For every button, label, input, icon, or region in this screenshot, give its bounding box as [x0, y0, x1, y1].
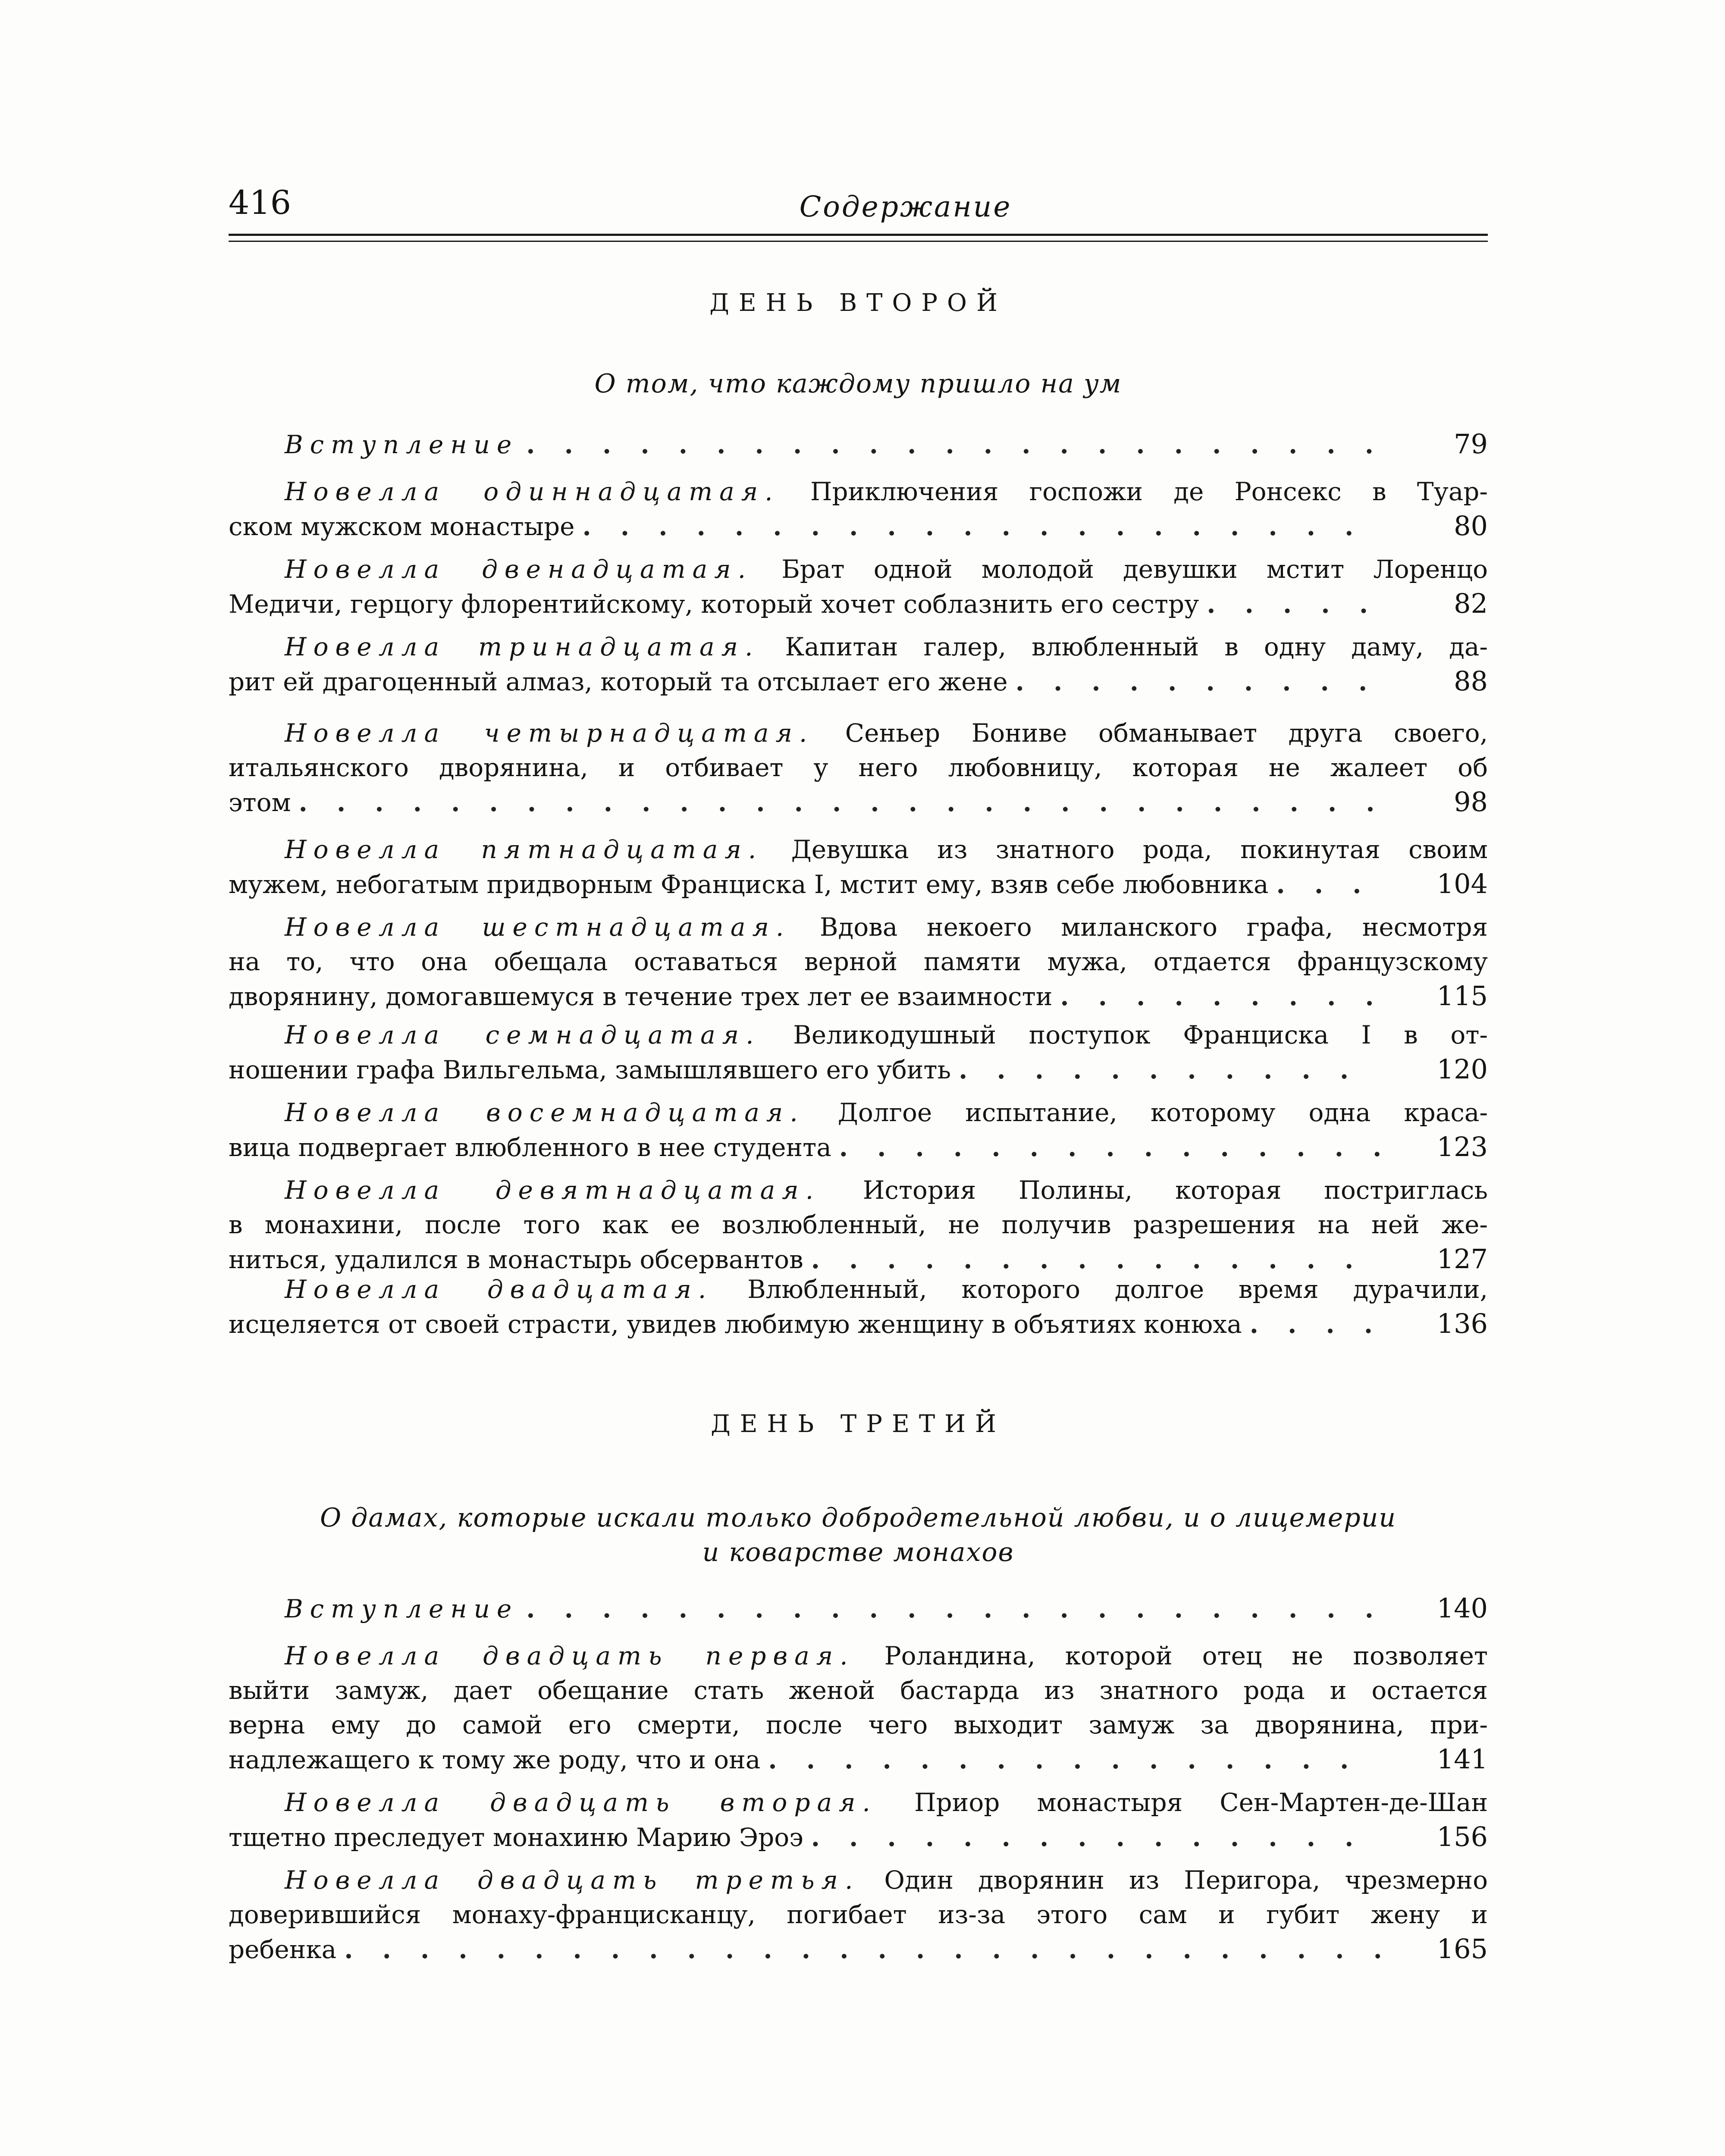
section-subtitle-day-2 — [229, 367, 1488, 401]
toc-entry-text — [285, 474, 1488, 509]
toc-entry-text — [285, 1785, 1488, 1820]
toc-entry-label: Новелла тринадцатая. — [285, 632, 760, 661]
toc-entry[interactable] — [229, 1639, 1488, 1777]
toc-entry-description: Влюбленный, которого долгое время дурачили, — [747, 1275, 1488, 1304]
toc-entry-line — [229, 586, 1488, 621]
toc-entry-line — [229, 910, 1488, 944]
toc-entry-text — [285, 1095, 1488, 1130]
toc-entry-line — [229, 1207, 1488, 1242]
toc-entry[interactable] — [229, 1018, 1488, 1087]
toc-entry-text — [229, 979, 1052, 1014]
toc-page-number: 120 — [1436, 1053, 1488, 1085]
dot-leader — [811, 1242, 1380, 1277]
toc-entry-description: Один дворянин из Перигора, чрезмерно — [884, 1865, 1488, 1895]
toc-entry-label: Новелла двенадцатая. — [285, 555, 753, 584]
toc-entry-description: вица подвергает влюбленного в нее студента — [229, 1133, 831, 1162]
toc-page-number: 82 — [1454, 588, 1488, 619]
toc-entry-text — [229, 1673, 1488, 1708]
dot-leader — [1060, 979, 1380, 1014]
toc-entry[interactable] — [229, 552, 1488, 621]
toc-entry-label: Новелла девятнадцатая. — [285, 1175, 821, 1205]
toc-entry-text — [285, 1639, 1488, 1673]
toc-entry-text — [285, 552, 1488, 586]
toc-entry-description: мужем, небогатым придворным Франциска I, мстит ему, взяв себе любовника — [229, 870, 1269, 899]
subtitle-line: и коварстве монахов — [702, 1537, 1014, 1567]
toc-entry-text — [229, 1053, 951, 1087]
toc-entry-text — [229, 1242, 803, 1277]
toc-entry-description: Девушка из знатного рода, покинутая своим — [791, 835, 1488, 864]
toc-entry-label: Новелла пятнадцатая. — [285, 835, 763, 864]
toc-entry-line — [229, 716, 1488, 750]
toc-entry-text — [229, 509, 574, 544]
toc-entry-description: доверившийся монаху-францисканцу, погибает из-за этого сам и губит жену и — [229, 1900, 1488, 1929]
toc-entry-label: Новелла одиннадцатая. — [285, 477, 780, 506]
toc-entry-description: тщетно преследует монахиню Марию Эроэ — [229, 1823, 803, 1852]
toc-entry-line — [229, 944, 1488, 979]
toc-entry-line — [229, 1639, 1488, 1673]
header-rule-thin — [229, 241, 1488, 242]
toc-page-number: 141 — [1436, 1743, 1488, 1775]
toc-page-number: 88 — [1454, 665, 1488, 697]
toc-entry-text — [229, 1742, 760, 1777]
toc-entry-text — [229, 1207, 1488, 1242]
dot-leader — [768, 1742, 1380, 1777]
toc-page-number: 136 — [1436, 1308, 1488, 1339]
toc-entry-description: этом — [229, 788, 291, 817]
dot-leader — [344, 1932, 1380, 1967]
dot-leader — [526, 427, 1380, 462]
toc-page-number: 79 — [1454, 428, 1488, 460]
toc-page-number: 165 — [1436, 1933, 1488, 1965]
section-title-day-3: ДЕНЬ ТРЕТИЙ — [711, 1410, 1006, 1438]
toc-entry-text — [285, 1173, 1488, 1207]
toc-entry-label: Новелла шестнадцатая. — [285, 912, 791, 942]
toc-page-number: 98 — [1454, 786, 1488, 818]
dot-leader — [1250, 1307, 1380, 1341]
toc-entry-description: Сеньер Бониве обманывает друга своего, — [845, 718, 1488, 748]
toc-entry-description: Вдова некоего миланского графа, несмотря — [819, 912, 1488, 942]
page-number: 416 — [229, 183, 292, 222]
toc-page-number: 104 — [1436, 868, 1488, 899]
toc-entry[interactable] — [229, 716, 1488, 819]
toc-entry-description: исцеляется от своей страсти, увидев любимую женщину в объятиях конюха — [229, 1310, 1242, 1339]
toc-entry-line — [229, 1173, 1488, 1207]
toc-entry-label: Новелла двадцать вторая. — [285, 1788, 877, 1817]
dot-leader — [1207, 587, 1380, 621]
toc-entry-text — [285, 1863, 1488, 1897]
toc-entry-line — [229, 1932, 1488, 1966]
toc-entry-label: Новелла семнадцатая. — [285, 1020, 761, 1050]
toc-entry-text — [285, 1018, 1488, 1052]
toc-page-number: 140 — [1436, 1592, 1488, 1624]
toc-entry-description: ском мужском монастыре — [229, 512, 575, 541]
toc-entry-line — [229, 509, 1488, 543]
toc-entry-label: Вступление — [285, 430, 519, 459]
toc-entry[interactable] — [229, 1591, 1488, 1626]
toc-entry-description: История Полины, которая постриглась — [862, 1175, 1488, 1205]
toc-entry-description: Великодушный поступок Франциска I в от- — [793, 1020, 1488, 1050]
dot-leader — [299, 785, 1380, 820]
section-subtitle-day-3 — [229, 1501, 1488, 1570]
toc-entry[interactable] — [229, 1272, 1488, 1341]
toc-entry-text — [229, 1708, 1488, 1742]
toc-page-number: 127 — [1436, 1243, 1488, 1275]
toc-entry-line — [229, 552, 1488, 586]
toc-entry-line — [229, 1897, 1488, 1932]
toc-entry-label: Новелла двадцать первая. — [285, 1641, 855, 1670]
toc-entry-description: дворянину, домогавшемуся в течение трех лет ее взаимности — [229, 982, 1053, 1011]
toc-entry-line — [229, 1863, 1488, 1897]
section-title-day-2: ДЕНЬ ВТОРОЙ — [709, 289, 1007, 317]
toc-entry-line — [229, 1018, 1488, 1052]
toc-entry-line — [229, 867, 1488, 901]
toc-entry-label: Новелла четырнадцатая. — [285, 718, 814, 748]
toc-entry-line — [229, 1591, 1488, 1626]
toc-entry-description: верна ему до самой его смерти, после чего выходит замуж за дворянина, при- — [229, 1710, 1488, 1739]
toc-entry-text — [285, 1272, 1488, 1307]
toc-entry-description: ребенка — [229, 1935, 337, 1964]
toc-entry-text — [285, 832, 1488, 867]
toc-entry-description: итальянского дворянина, и отбивает у него любовницу, которая не жалеет об — [229, 753, 1488, 782]
toc-entry-line — [229, 750, 1488, 785]
toc-entry-line — [229, 1785, 1488, 1820]
dot-leader — [839, 1130, 1380, 1165]
toc-entry-text — [229, 587, 1199, 621]
toc-entry-text — [229, 944, 1488, 979]
toc-entry-line — [229, 1820, 1488, 1854]
toc-entry[interactable] — [229, 1095, 1488, 1164]
toc-entry-line — [229, 664, 1488, 699]
toc-entry-line — [229, 1272, 1488, 1307]
toc-page-number: 115 — [1436, 980, 1488, 1012]
toc-entry-line — [229, 1242, 1488, 1276]
toc-entry-label: Новелла восемнадцатая. — [285, 1098, 805, 1127]
toc-entry-text — [229, 664, 1008, 699]
toc-entry-description: Капитан галер, влюбленный в одну даму, да- — [785, 632, 1488, 661]
toc-entry-description: Брат одной молодой девушки мстит Лоренцо — [781, 555, 1488, 584]
toc-entry-line — [229, 1708, 1488, 1742]
toc-entry[interactable] — [229, 630, 1488, 699]
toc-entry-line — [229, 427, 1488, 461]
toc-entry-label: Вступление — [285, 1594, 519, 1623]
toc-entry-line — [229, 1130, 1488, 1164]
toc-entry-line — [229, 785, 1488, 819]
dot-leader — [1016, 664, 1380, 699]
toc-entry[interactable] — [229, 1785, 1488, 1854]
toc-entry-line — [229, 630, 1488, 664]
toc-entry-line — [229, 474, 1488, 509]
toc-entry-description: Приключения госпожи де Ронсекс в Туар- — [810, 477, 1488, 506]
toc-entry-text — [229, 867, 1268, 902]
toc-entry-description: на то, что она обещала оставаться верной памяти мужа, отдается французскому — [229, 947, 1488, 976]
toc-entry-text — [229, 785, 291, 820]
dot-leader — [526, 1592, 1380, 1626]
toc-entry-description: Приор монастыря Сен-Мартен-де-Шан — [914, 1788, 1488, 1817]
toc-entry-label: Новелла двадцать третья. — [285, 1865, 860, 1895]
toc-entry-label: Новелла двадцатая. — [285, 1275, 713, 1304]
dot-leader — [1276, 867, 1380, 902]
toc-entry-text — [229, 1130, 831, 1165]
toc-entry-description: надлежащего к тому же роду, что и она — [229, 1745, 761, 1774]
toc-entry-line — [229, 1052, 1488, 1087]
toc-entry-line — [229, 979, 1488, 1013]
toc-entry[interactable] — [229, 474, 1488, 543]
toc-entry-text — [229, 1307, 1242, 1341]
toc-entry-text — [229, 1820, 803, 1855]
toc-entry-line — [229, 1673, 1488, 1708]
subtitle-line: О том, что каждому пришло на ум — [594, 369, 1122, 399]
toc-entry-description: Долгое испытание, которому одна краса- — [837, 1098, 1488, 1127]
toc-entry-text — [229, 1932, 336, 1967]
toc-entry-text — [285, 716, 1488, 750]
toc-page-number: 80 — [1454, 510, 1488, 542]
toc-entry[interactable] — [229, 910, 1488, 1013]
toc-entry-line — [229, 1307, 1488, 1341]
running-title: Содержание — [799, 190, 1012, 223]
toc-entry-line — [229, 1742, 1488, 1777]
dot-leader — [582, 509, 1380, 544]
toc-entry-description: Медичи, герцогу флорентийскому, который хочет соблазнить его сестру — [229, 589, 1199, 619]
toc-entry-text — [229, 1897, 1488, 1932]
toc-entry-text — [285, 427, 518, 462]
toc-entry-text — [285, 630, 1488, 664]
toc-entry-description: рит ей драгоценный алмаз, который та отсылает его жене — [229, 667, 1008, 696]
toc-entry[interactable] — [229, 427, 1488, 461]
toc-entry-description: выйти замуж, дает обещание стать женой бастарда из знатного рода и остается — [229, 1676, 1488, 1705]
header-rule — [229, 234, 1488, 236]
toc-entry[interactable] — [229, 1173, 1488, 1276]
subtitle-line: О дамах, которые искали только добродетельной любви, и о лицемерии — [320, 1503, 1396, 1533]
toc-entry-description: Роландина, которой отец не позволяет — [884, 1641, 1488, 1670]
toc-entry-text — [285, 910, 1488, 944]
dot-leader — [811, 1820, 1380, 1855]
toc-entry-line — [229, 832, 1488, 867]
toc-entry[interactable] — [229, 1863, 1488, 1966]
toc-entry-description: в монахини, после того как ее возлюбленный, не получив разрешения на ней же- — [229, 1210, 1488, 1239]
toc-page-number: 123 — [1436, 1131, 1488, 1163]
toc-page-number: 156 — [1436, 1821, 1488, 1852]
toc-entry[interactable] — [229, 832, 1488, 901]
toc-entry-text — [229, 750, 1488, 785]
toc-entry-text — [285, 1592, 518, 1626]
toc-entry-description: ношении графа Вильгельма, замышлявшего его убить — [229, 1055, 951, 1084]
toc-entry-line — [229, 1095, 1488, 1130]
toc-entry-description: ниться, удалился в монастырь обсервантов — [229, 1245, 803, 1274]
dot-leader — [959, 1053, 1380, 1087]
